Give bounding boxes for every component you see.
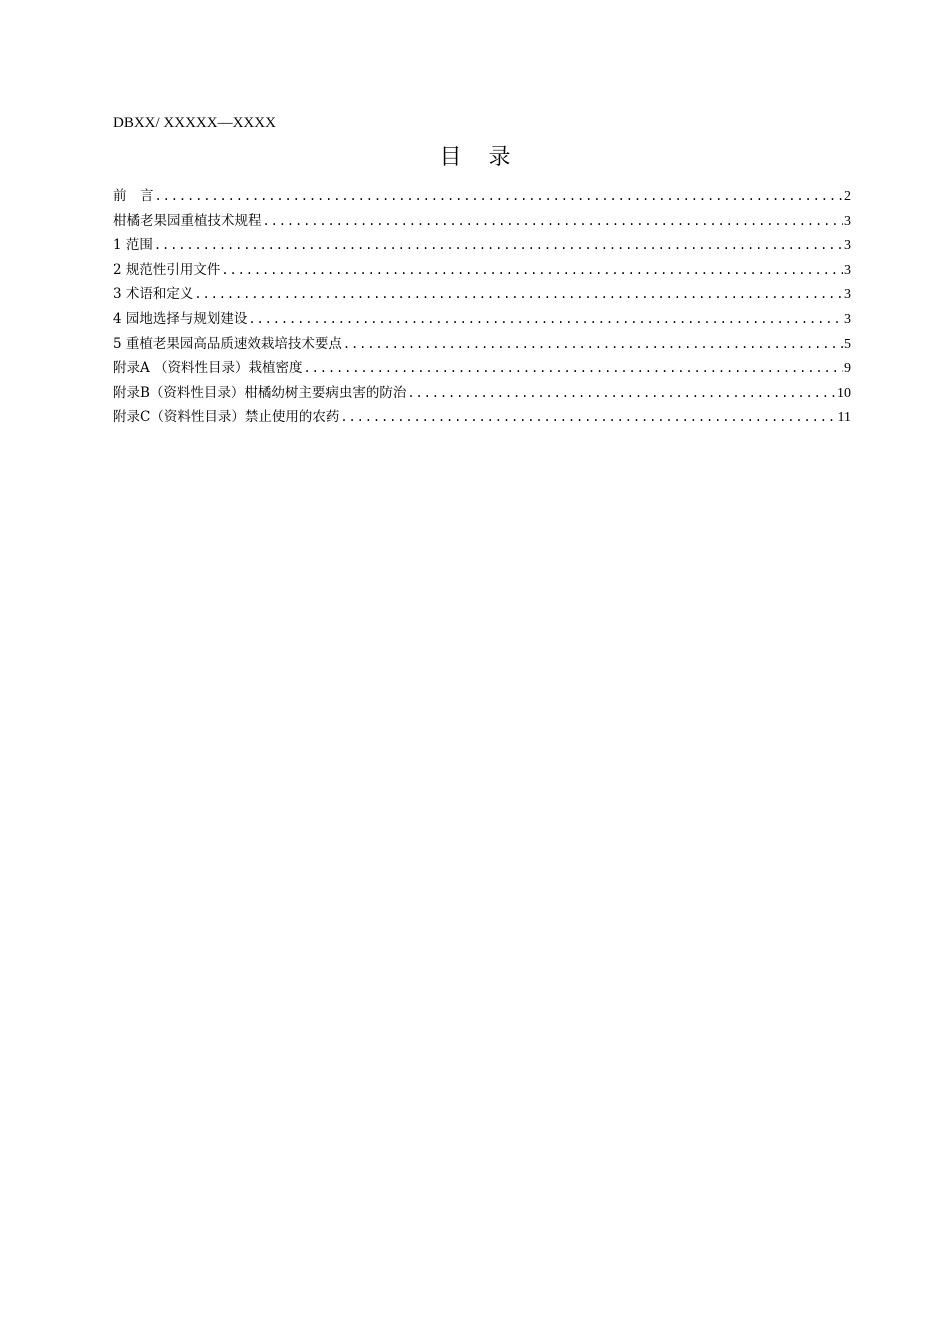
toc-dot-leader <box>155 186 844 206</box>
toc-entry-regulation-title[interactable] <box>113 211 851 236</box>
toc-page-number: 9 <box>844 361 851 377</box>
toc-entry-appendix-b[interactable] <box>113 383 851 408</box>
toc-entry-cultivation-points[interactable] <box>113 334 851 359</box>
toc-entry-foreword[interactable] <box>113 186 851 211</box>
toc-dot-leader <box>263 211 844 231</box>
toc-dot-leader <box>407 383 836 403</box>
toc-page-number: 5 <box>844 336 851 352</box>
toc-page-number: 3 <box>844 311 851 327</box>
toc-entry-normative-references[interactable] <box>113 260 851 285</box>
toc-entry-label: 柑橘老果园重植技术规程 <box>113 212 262 229</box>
toc-entry-site-selection[interactable] <box>113 309 851 334</box>
toc-entry-terms-definitions[interactable] <box>113 284 851 309</box>
toc-entry-appendix-c[interactable] <box>113 407 851 432</box>
toc-entry-label: 附录A （资料性目录）栽植密度 <box>113 360 303 377</box>
toc-entry-label: 4 园地选择与规划建设 <box>113 310 248 327</box>
toc-entry-appendix-a[interactable] <box>113 358 851 383</box>
toc-dot-leader <box>248 309 843 329</box>
toc-dot-leader <box>194 284 843 304</box>
toc-entry-label: 附录C（资料性目录）禁止使用的农药 <box>113 409 340 426</box>
toc-entry-label: 附录B（资料性目录）柑橘幼树主要病虫害的防治 <box>113 384 407 401</box>
toc-dot-leader <box>304 358 843 378</box>
document-code: DBXX/ XXXXX—XXXX <box>113 115 276 131</box>
toc-entry-label: 1 范围 <box>113 237 153 254</box>
toc-entry-label: 前 言 <box>113 188 154 204</box>
toc-title: 目 录 <box>439 145 521 170</box>
toc-entry-label: 5 重植老果园高品质速效栽培技术要点 <box>113 335 342 352</box>
table-of-contents <box>113 186 851 432</box>
toc-page-number: 2 <box>844 189 851 204</box>
toc-dot-leader <box>340 407 836 427</box>
toc-page-number: 3 <box>844 238 851 254</box>
toc-entry-label: 2 规范性引用文件 <box>113 261 221 278</box>
toc-dot-leader <box>343 334 843 354</box>
toc-dot-leader <box>154 235 843 255</box>
toc-page-number: 3 <box>844 262 851 278</box>
toc-page-number: 3 <box>844 213 851 229</box>
toc-page-number: 10 <box>837 385 851 401</box>
toc-dot-leader <box>221 260 843 280</box>
toc-page-number: 11 <box>837 410 851 426</box>
toc-entry-scope[interactable] <box>113 235 851 260</box>
toc-page-number: 3 <box>844 287 851 303</box>
toc-entry-label: 3 术语和定义 <box>113 286 194 303</box>
